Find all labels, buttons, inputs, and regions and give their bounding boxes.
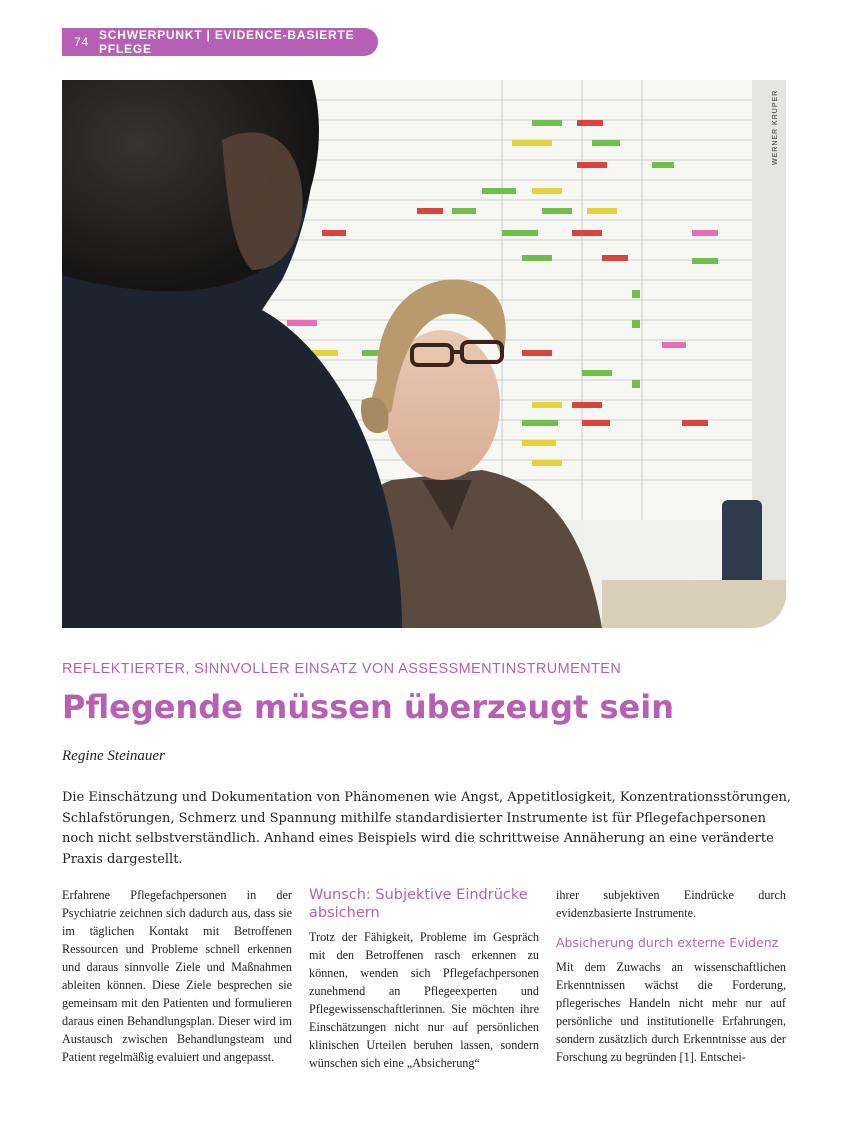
column-1 [62, 886, 292, 1066]
column-3-text-2: Mit dem Zuwachs an wissenschaftlichen Erkenntnissen wächst die Forderung, pflegerisches Handeln nicht mehr nur auf persönliche und institutionelle Erfahrungen, sondern zusätzlich durch Erkenntnisse aus der Forschung zu begründen [1]. Entschei- [556, 960, 786, 1064]
column-1-text: Erfahrene Pflegefachpersonen in der Psychiatrie zeichnen sich dadurch aus, dass sie im täglichen Kontakt mit Betroffenen Ressourcen und Probleme schnell erkennen und daraus sinnvolle Ziele und Maßnahmen ableiten können. Diese Ziele besprechen sie gemeinsam mit den Patienten und formulieren daraus einen Behandlungsplan. Dieser wird im Austausch zwischen Behandlungsteam und Patient regelmäßig evaluiert und angepasst. [62, 888, 292, 1064]
column-3-text-1: ihrer subjektiven Eindrücke durch evidenzbasierte Instrumente. [556, 888, 786, 920]
article-author: Regine Steinauer [62, 748, 165, 764]
article-title: Pflegende müssen überzeugt sein [62, 688, 674, 726]
section-header [62, 28, 378, 56]
subheading-absicherung: Absicherung durch externe Evidenz [556, 935, 779, 950]
article-lead: Die Einschätzung und Dokumentation von Phänomenen wie Angst, Appetitlosigkeit, Konzentrationsstörungen, Schlafstörungen, Schmerz und Spannung mithilfe standardisierter Instrumente ist für Pflegefachpersonen noch nicht selbstverständlich. Anhand eines Beispiels wird die schrittweise Annäherung an eine veränderte Praxis dargestellt. [62, 790, 792, 867]
photo-credit: WERNER KRÜPER [772, 89, 779, 165]
section-label: SCHWERPUNKT | EVIDENCE-BASIERTE PFLEGE [98, 28, 355, 56]
subheading-wunsch: Wunsch: Subjektive Eindrücke absichern [309, 887, 528, 921]
column-2-text: Trotz der Fähigkeit, Probleme im Gespräch mit den Betroffenen rasch erkennen zu können, wenden sich Pflegefachpersonen zunehmend an Pflegeexperten und Pflegewissenschaftlerinnen. Sie möchten ihre Einschätzungen nicht nur auf persönlichen klinischen Urteilen beruhen lassen, sondern wünschen sich eine „Absicherung“ [309, 930, 539, 1070]
article-kicker: REFLEKTIERTER, SINNVOLLER EINSATZ VON ASSESSMENTINSTRUMENTEN [62, 661, 622, 677]
column-3 [556, 886, 786, 1066]
column-2 [309, 886, 539, 1072]
page-number: 74 [74, 35, 89, 49]
article-photo [62, 80, 786, 628]
